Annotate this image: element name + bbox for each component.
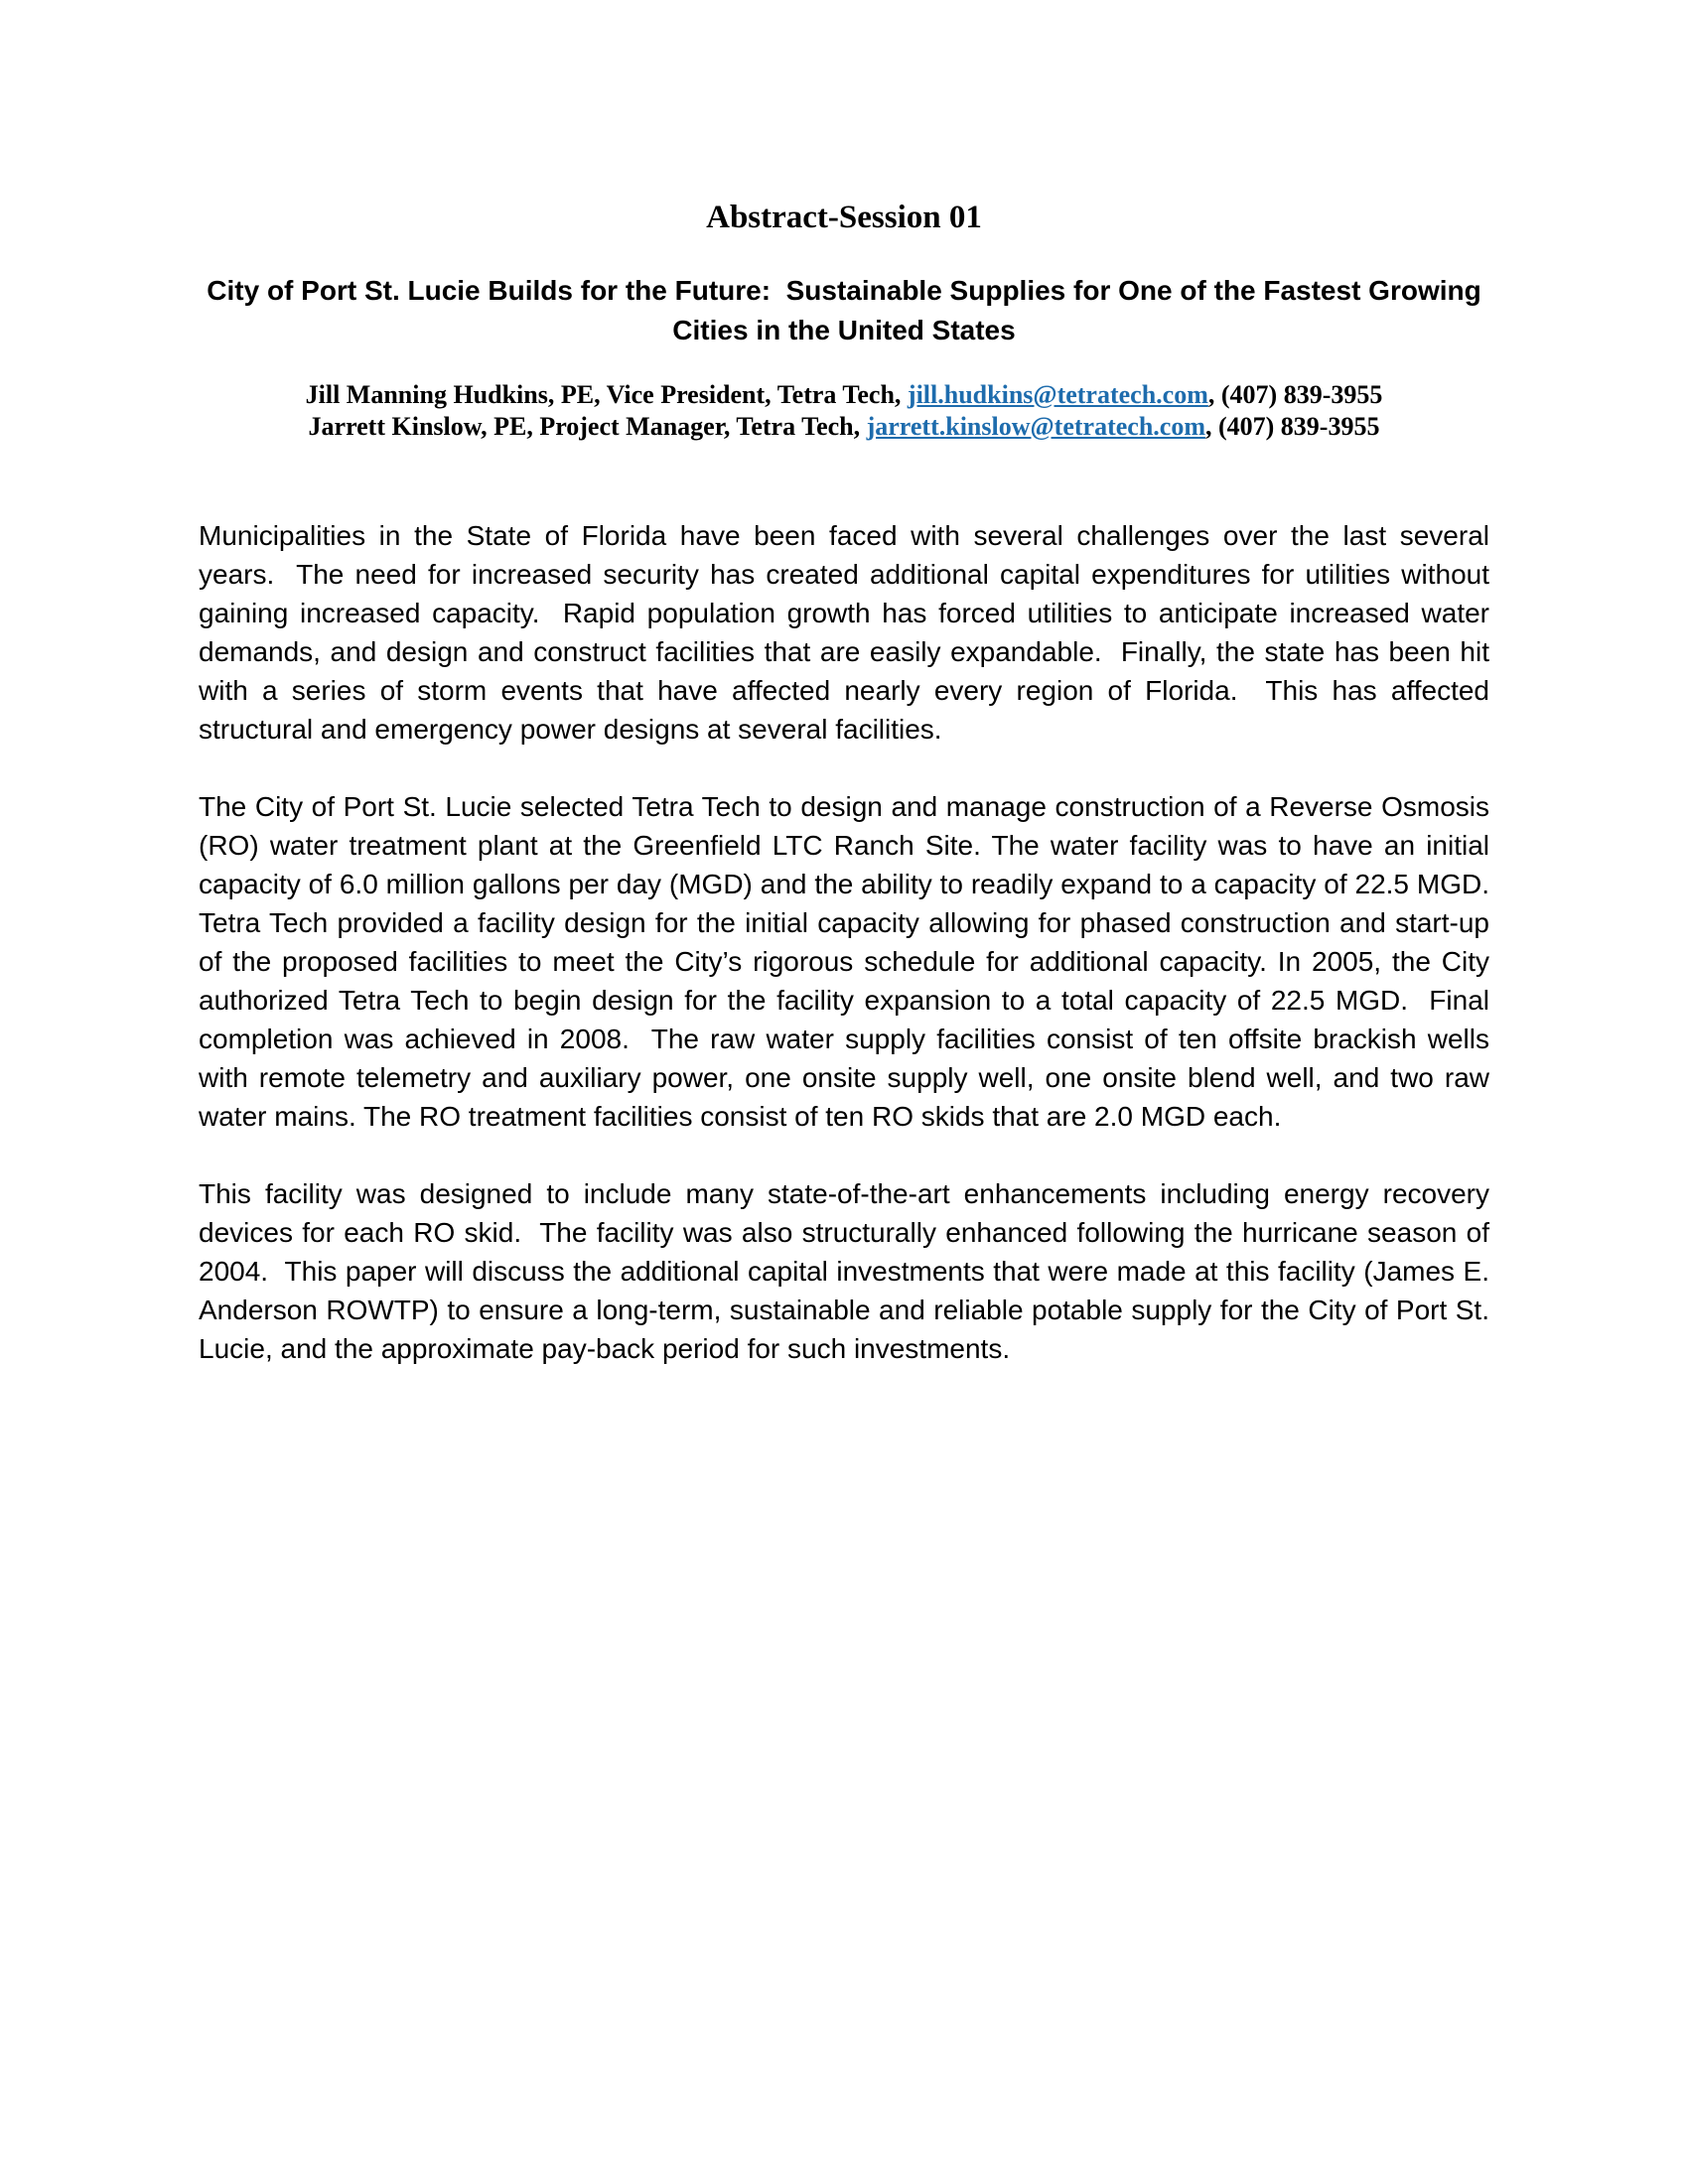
document-subtitle: City of Port St. Lucie Builds for the Future: Sustainable Supplies for One of the Fastest Growing Cities in the United States [207, 275, 1481, 345]
author-line [199, 379, 1489, 411]
author-email-link[interactable]: jarrett.kinslow@tetratech.com [866, 412, 1205, 441]
page-content [199, 198, 1489, 1407]
abstract-paragraph: The City of Port St. Lucie selected Tetra Tech to design and manage construction of a Reverse Osmosis (RO) water treatment plant at the Greenfield LTC Ranch Site. The water facility was to have an initial capacity of 6.0 million gallons per day (MGD) and the ability to readily expand to a capacity of 22.5 MGD. Tetra Tech provided a facility design for the initial capacity allowing for phased construction and start-up of the proposed facilities to meet the City’s rigorous schedule for additional capacity. In 2005, the City authorized Tetra Tech to begin design for the facility expansion to a total capacity of 22.5 MGD. Final completion was achieved in 2008. The raw water supply facilities consist of ten offsite brackish wells with remote telemetry and auxiliary power, one onsite supply well, one onsite blend well, and two raw water mains. The RO treatment facilities consist of ten RO skids that are 2.0 MGD each. [199, 791, 1489, 1132]
abstract-body [199, 516, 1489, 1368]
author-phone: , (407) 839-3955 [1207, 380, 1383, 409]
abstract-paragraph: This facility was designed to include many state-of-the-art enhancements including energy recovery devices for each RO skid. The facility was also structurally enhanced following the hurricane season of 2004. This paper will discuss the additional capital investments that were made at this facility (James E. Anderson ROWTP) to ensure a long-term, sustainable and reliable potable supply for the City of Port St. Lucie, and the approximate pay-back period for such investments. [199, 1178, 1489, 1364]
author-block [199, 379, 1489, 443]
abstract-paragraph: Municipalities in the State of Florida have been faced with several challenges over the last several years. The need for increased security has created additional capital expenditures for utilities without gaining increased capacity. Rapid population growth has forced utilities to anticipate increased water demands, and design and construct facilities that are easily expandable. Finally, the state has been hit with a series of storm events that have affected nearly every region of Florida. This has affected structural and emergency power designs at several facilities. [199, 520, 1489, 745]
author-phone: , (407) 839-3955 [1204, 412, 1380, 441]
author-info: Jarrett Kinslow, PE, Project Manager, Tetra Tech, [308, 412, 867, 441]
author-email-link[interactable]: jill.hudkins@tetratech.com [907, 380, 1208, 409]
author-info: Jill Manning Hudkins, PE, Vice President, Tetra Tech, [305, 380, 908, 409]
page-title: Abstract-Session 01 [706, 200, 982, 235]
author-line [199, 411, 1489, 443]
